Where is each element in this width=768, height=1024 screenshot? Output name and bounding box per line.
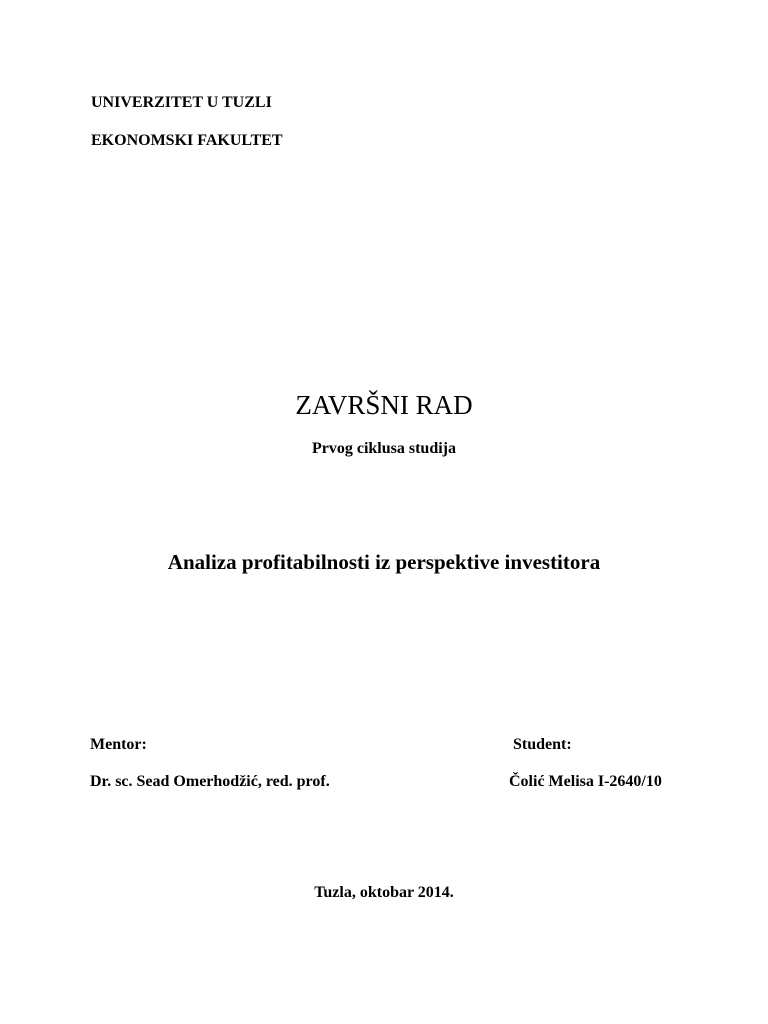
thesis-title: Analiza profitabilnosti iz perspektive investitora [167,550,601,574]
faculty-name: EKONOMSKI FAKULTET [91,132,283,149]
university-name: UNIVERZITET U TUZLI [91,94,272,111]
student-label: Student: [513,736,572,753]
document-subtitle: Prvog ciklusa studija [311,440,456,457]
place-and-date: Tuzla, oktobar 2014. [314,884,454,901]
student-name: Čolić Melisa I-2640/10 [509,773,662,790]
mentor-name: Dr. sc. Sead Omerhodžić, red. prof. [90,773,330,790]
document-type-title: ZAVRŠNI RAD [295,390,473,420]
mentor-label: Mentor: [90,736,147,753]
